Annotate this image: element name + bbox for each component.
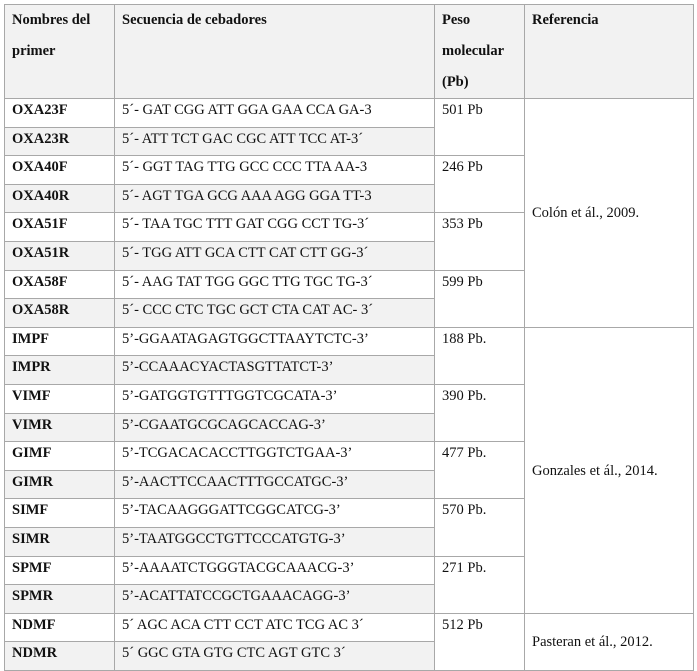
primer-sequence: 5´- AAG TAT TGG GGC TTG TGC TG-3´ — [115, 270, 435, 299]
primer-name: OXA51R — [5, 241, 115, 270]
primer-sequence: 5´- ATT TCT GAC CGC ATT TCC AT-3´ — [115, 127, 435, 156]
molecular-weight: 390 Pb. — [435, 384, 525, 441]
primer-name: OXA23F — [5, 99, 115, 128]
molecular-weight: 271 Pb. — [435, 556, 525, 613]
primer-sequence: 5’-CGAATGCGCAGCACCAG-3’ — [115, 413, 435, 442]
primer-sequence: 5´- GAT CGG ATT GGA GAA CCA GA-3 — [115, 99, 435, 128]
table-row — [5, 327, 694, 356]
primer-sequence: 5’-AAAATCTGGGTACGCAAACG-3’ — [115, 556, 435, 585]
primer-sequence: 5´ AGC ACA CTT CCT ATC TCG AC 3´ — [115, 613, 435, 642]
header-reference: Referencia — [525, 5, 694, 99]
primer-name: OXA23R — [5, 127, 115, 156]
primer-name: OXA51F — [5, 213, 115, 242]
primer-sequence: 5’-GATGGTGTTTGGTCGCATA-3’ — [115, 384, 435, 413]
primer-table — [4, 4, 694, 671]
reference: Gonzales et ál., 2014. — [525, 327, 694, 613]
primer-name: GIMR — [5, 470, 115, 499]
primer-sequence: 5’-TAATGGCCTGTTCCCATGTG-3’ — [115, 527, 435, 556]
reference: Pasteran et ál., 2012. — [525, 613, 694, 670]
molecular-weight: 599 Pb — [435, 270, 525, 327]
primer-sequence: 5’-TACAAGGGATTCGGCATCG-3’ — [115, 499, 435, 528]
primer-name: IMPF — [5, 327, 115, 356]
primer-sequence: 5´- TGG ATT GCA CTT CAT CTT GG-3´ — [115, 241, 435, 270]
primer-name: NDMF — [5, 613, 115, 642]
primer-name: OXA40R — [5, 184, 115, 213]
primer-sequence: 5’-ACATTATCCGCTGAAACAGG-3’ — [115, 585, 435, 614]
reference: Colón et ál., 2009. — [525, 99, 694, 328]
primer-name: IMPR — [5, 356, 115, 385]
primer-sequence: 5´- TAA TGC TTT GAT CGG CCT TG-3´ — [115, 213, 435, 242]
primer-name: SPMF — [5, 556, 115, 585]
header-molecular-weight: Peso molecular (Pb) — [435, 5, 525, 99]
molecular-weight: 477 Pb. — [435, 442, 525, 499]
molecular-weight: 570 Pb. — [435, 499, 525, 556]
primer-name: SIMR — [5, 527, 115, 556]
primer-sequence: 5’-CCAAACYACTASGTTATCT-3’ — [115, 356, 435, 385]
primer-name: NDMR — [5, 642, 115, 671]
primer-name: VIMF — [5, 384, 115, 413]
primer-name: VIMR — [5, 413, 115, 442]
primer-sequence: 5’-GGAATAGAGTGGCTTAAYTCTC-3’ — [115, 327, 435, 356]
molecular-weight: 501 Pb — [435, 99, 525, 156]
molecular-weight: 353 Pb — [435, 213, 525, 270]
primer-sequence: 5´- CCC CTC TGC GCT CTA CAT AC- 3´ — [115, 299, 435, 328]
primer-name: SPMR — [5, 585, 115, 614]
primer-sequence: 5´- AGT TGA GCG AAA AGG GGA TT-3 — [115, 184, 435, 213]
header-sequence: Secuencia de cebadores — [115, 5, 435, 99]
primer-sequence: 5´ GGC GTA GTG CTC AGT GTC 3´ — [115, 642, 435, 671]
table-row — [5, 613, 694, 642]
primer-sequence: 5’-AACTTCCAACTTTGCCATGC-3’ — [115, 470, 435, 499]
molecular-weight: 512 Pb — [435, 613, 525, 670]
primer-name: OXA40F — [5, 156, 115, 185]
molecular-weight: 246 Pb — [435, 156, 525, 213]
primer-name: OXA58R — [5, 299, 115, 328]
primer-name: SIMF — [5, 499, 115, 528]
primer-sequence: 5´- GGT TAG TTG GCC CCC TTA AA-3 — [115, 156, 435, 185]
molecular-weight: 188 Pb. — [435, 327, 525, 384]
header-primer-name: Nombres del primer — [5, 5, 115, 99]
header-row — [5, 5, 694, 99]
primer-name: GIMF — [5, 442, 115, 471]
primer-name: OXA58F — [5, 270, 115, 299]
primer-sequence: 5’-TCGACACACCTTGGTCTGAA-3’ — [115, 442, 435, 471]
table-row — [5, 99, 694, 128]
